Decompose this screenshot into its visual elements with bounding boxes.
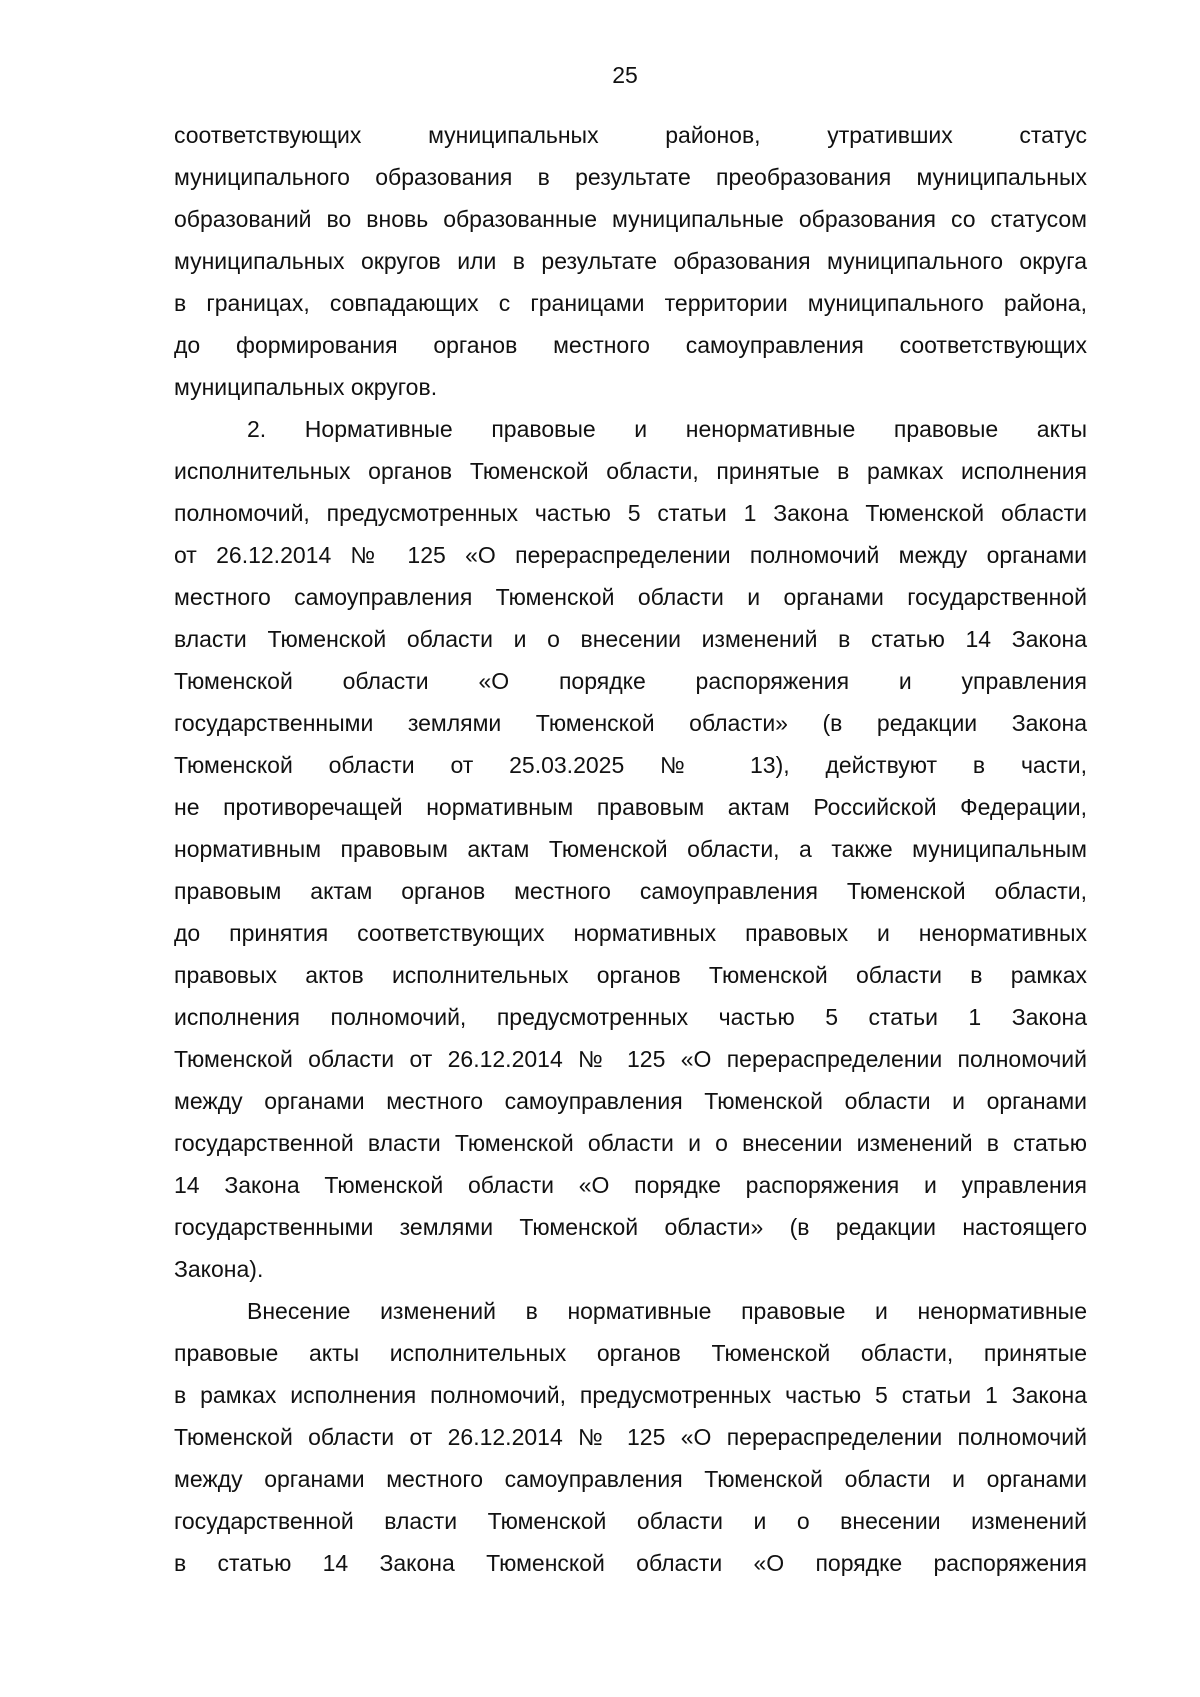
text-line: государственными землями Тюменской области» (в редакции настоящего [174,1214,1087,1240]
text-line: между органами местного самоуправления Тюменской области и органами [174,1466,1087,1492]
text-line: между органами местного самоуправления Тюменской области и органами [174,1088,1087,1114]
text-line: полномочий, предусмотренных частью 5 статьи 1 Закона Тюменской области [174,500,1087,526]
text-line: муниципальных округов. [174,374,438,400]
text-line: государственными землями Тюменской области» (в редакции Закона [174,710,1087,736]
page-number: 25 [612,62,638,88]
text-line: 14 Закона Тюменской области «О порядке распоряжения и управления [174,1172,1087,1198]
text-line: соответствующих муниципальных районов, утративших статус [174,122,1087,148]
text-line: в границах, совпадающих с границами территории муниципального района, [174,290,1087,316]
text-line: местного самоуправления Тюменской области и органами государственной [174,584,1087,610]
text-line: правовые акты исполнительных органов Тюменской области, принятые [174,1340,1087,1366]
text-line: Тюменской области от 26.12.2014 № 125 «О перераспределении полномочий [174,1046,1087,1072]
paragraph-1 [174,114,1087,408]
text-line: образований во вновь образованные муниципальные образования со статусом [174,206,1087,232]
text-line: в статью 14 Закона Тюменской области «О порядке распоряжения [174,1550,1087,1576]
paragraph-3 [174,1290,1087,1584]
text-line: власти Тюменской области и о внесении изменений в статью 14 Закона [174,626,1087,652]
text-line: Закона). [174,1256,264,1282]
text-line: в рамках исполнения полномочий, предусмотренных частью 5 статьи 1 Закона [174,1382,1087,1408]
text-line: муниципальных округов или в результате образования муниципального округа [174,248,1087,274]
document-body [174,114,1087,1584]
text-line: 2. Нормативные правовые и ненормативные правовые акты [247,416,1087,442]
text-line: Тюменской области от 26.12.2014 № 125 «О перераспределении полномочий [174,1424,1087,1450]
text-line: до принятия соответствующих нормативных правовых и ненормативных [174,920,1087,946]
text-line: исполнительных органов Тюменской области, принятые в рамках исполнения [174,458,1087,484]
text-line: нормативным правовым актам Тюменской области, а также муниципальным [174,836,1087,862]
text-line: Внесение изменений в нормативные правовые и ненормативные [247,1298,1087,1324]
text-line: до формирования органов местного самоуправления соответствующих [174,332,1087,358]
text-line: от 26.12.2014 № 125 «О перераспределении полномочий между органами [174,542,1087,568]
text-line: исполнения полномочий, предусмотренных частью 5 статьи 1 Закона [174,1004,1087,1030]
text-line: Тюменской области «О порядке распоряжения и управления [174,668,1087,694]
text-line: правовым актам органов местного самоуправления Тюменской области, [174,878,1087,904]
text-line: правовых актов исполнительных органов Тюменской области в рамках [174,962,1087,988]
text-line: муниципального образования в результате преобразования муниципальных [174,164,1087,190]
text-line: государственной власти Тюменской области и о внесении изменений [174,1508,1087,1534]
text-line: не противоречащей нормативным правовым актам Российской Федерации, [174,794,1087,820]
text-line: государственной власти Тюменской области и о внесении изменений в статью [174,1130,1087,1156]
text-line: Тюменской области от 25.03.2025 № 13), действуют в части, [174,752,1087,778]
paragraph-2 [174,408,1087,1290]
